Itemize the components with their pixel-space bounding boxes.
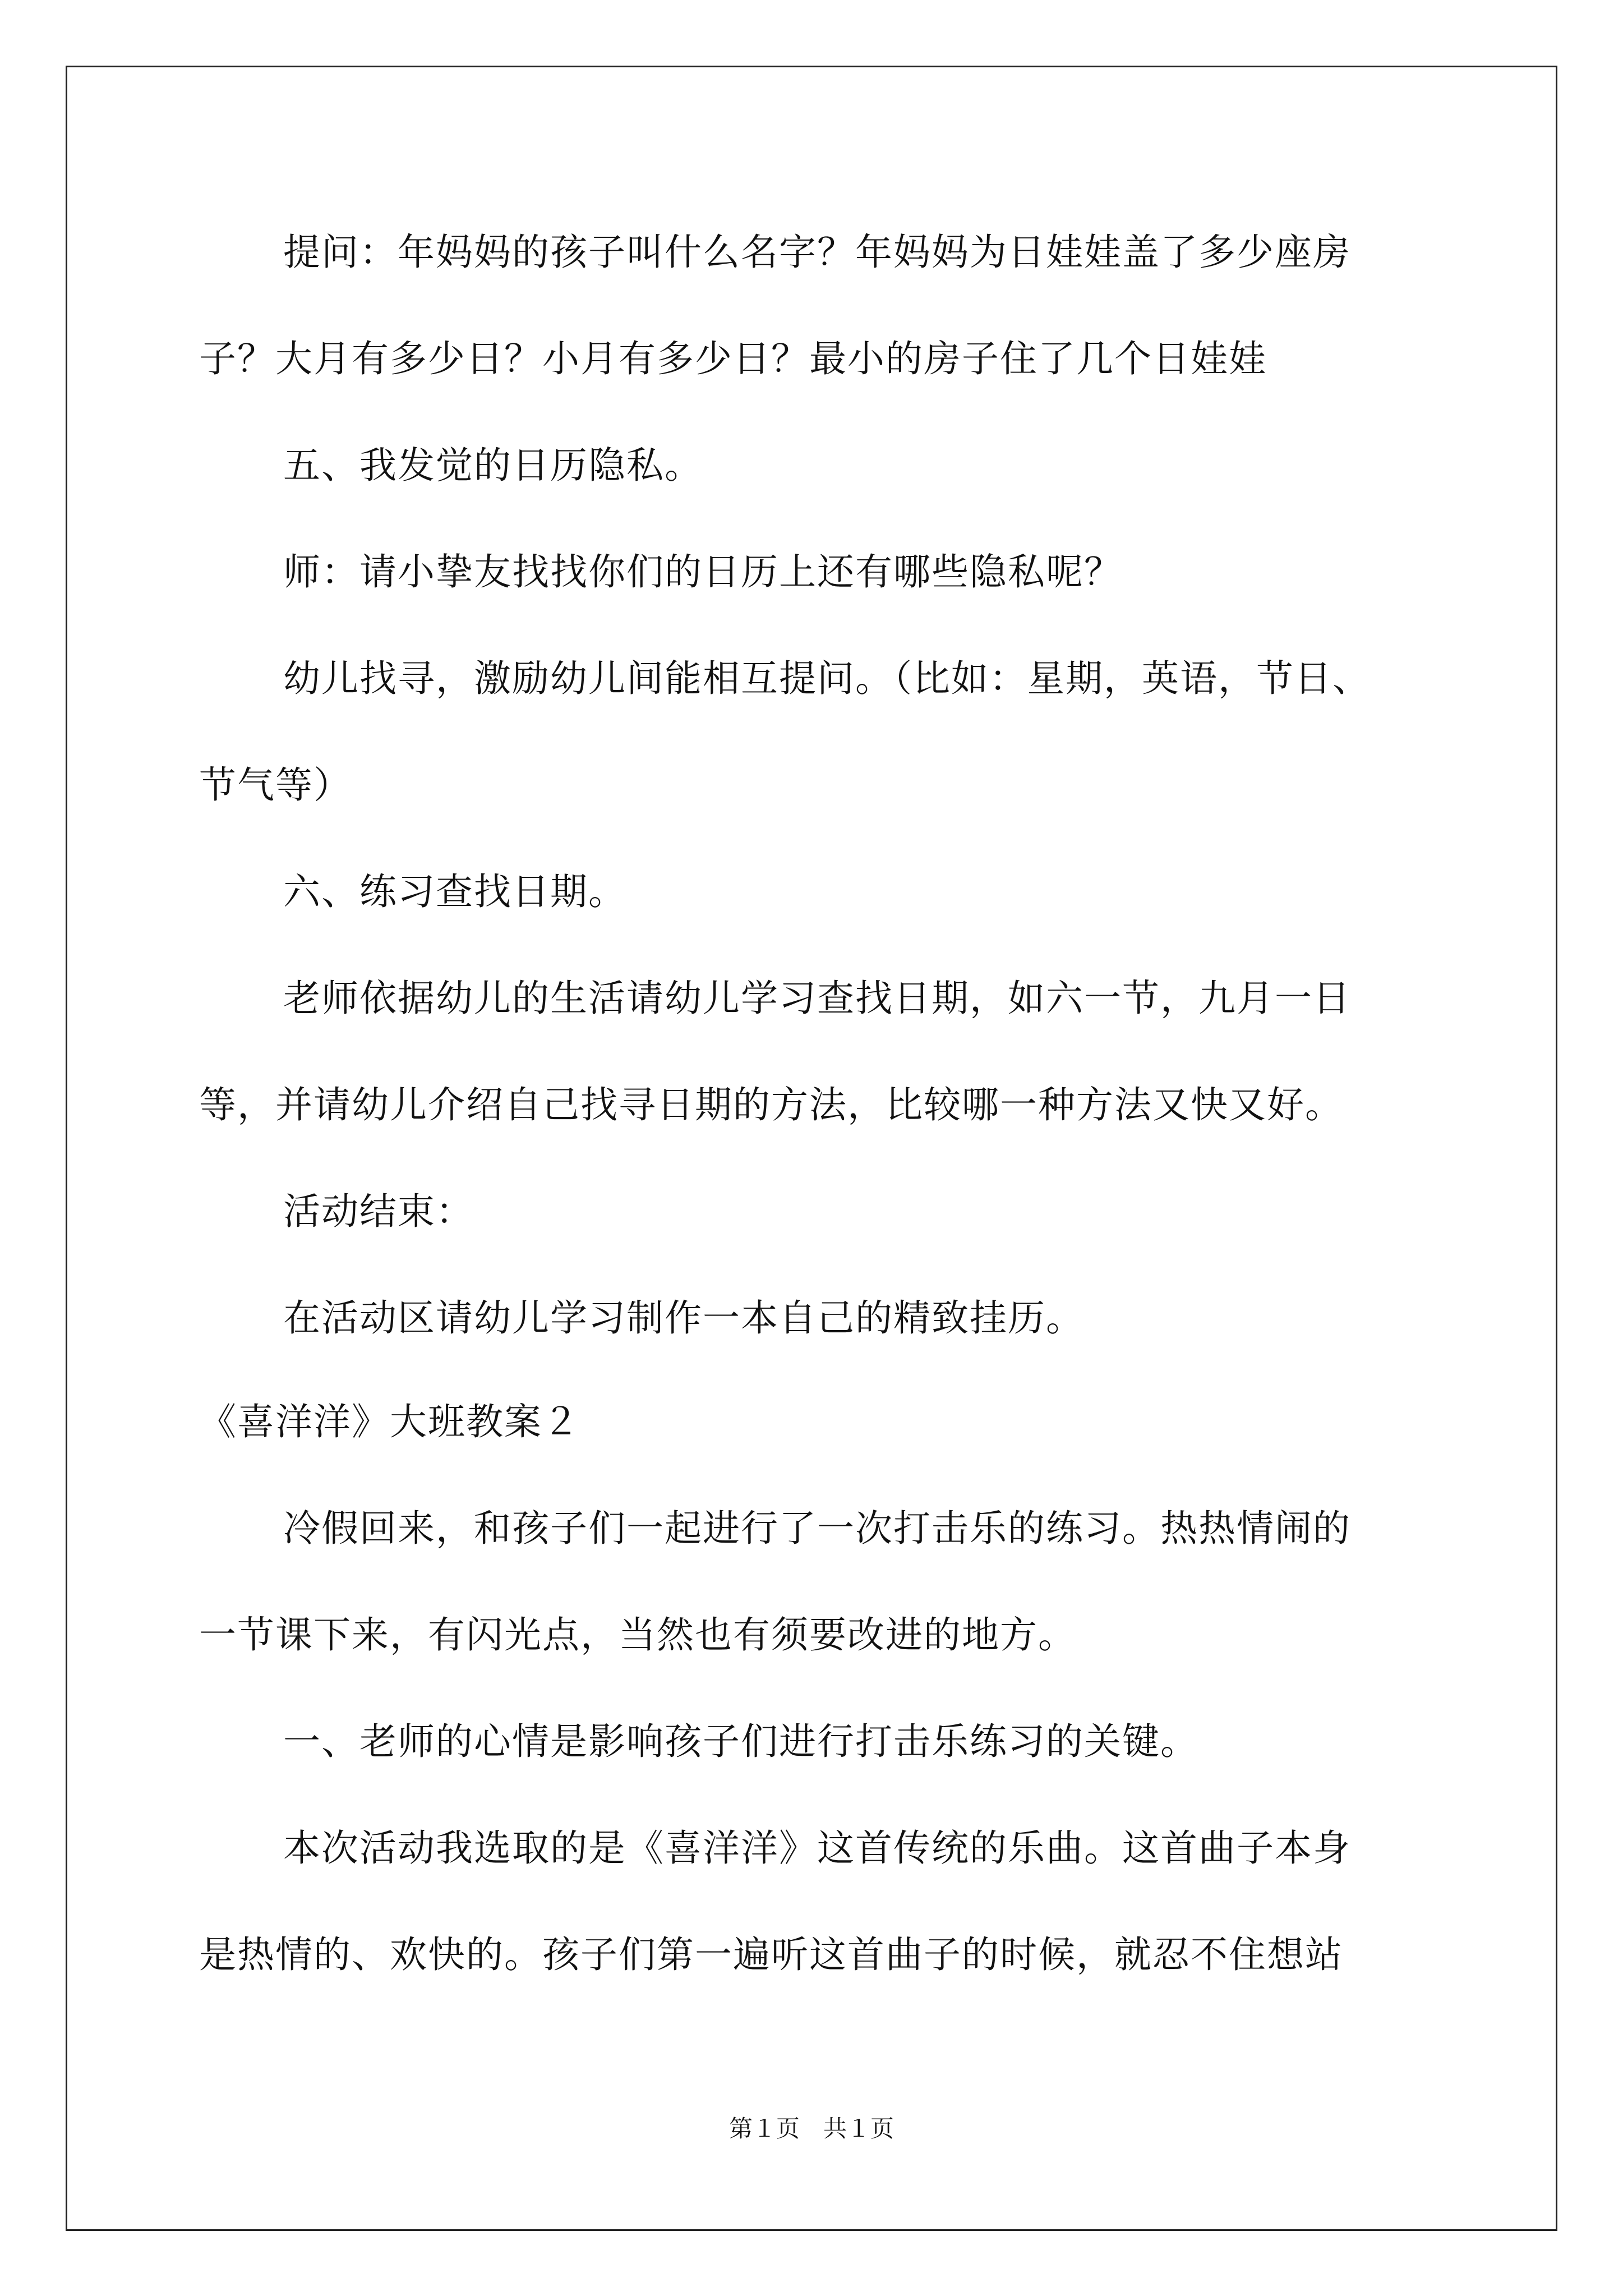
page-footer: 第１页 共１页	[728, 2115, 894, 2142]
text-line-4: 师：请小挚友找找你们的日历上还有哪些隐私呢？	[283, 550, 1122, 593]
section-heading-1: 一、老师的心情是影响孩子们进行打击乐练习的关键。	[283, 1720, 1198, 1763]
text-line-2: 子？大月有多少日？小月有多少日？最小的房子住了几个日娃娃	[199, 337, 1267, 380]
text-line-9: 等，并请幼儿介绍自己找寻日期的方法，比较哪一种方法又快又好。	[199, 1083, 1343, 1126]
page-border	[66, 66, 1557, 2231]
section-heading-6: 六、练习查找日期。	[283, 870, 626, 913]
text-line-17: 是热情的、欢快的。孩子们第一遍听这首曲子的时候，就忍不住想站	[199, 1933, 1343, 1976]
text-line-6: 节气等）	[199, 763, 352, 807]
text-line-11: 在活动区请幼儿学习制作一本自己的精致挂历。	[283, 1296, 1084, 1340]
text-line-16: 本次活动我选取的是《喜洋洋》这首传统的乐曲。这首曲子本身	[283, 1826, 1351, 1870]
text-line-14: 一节课下来，有闪光点，当然也有须要改进的地方。	[199, 1613, 1076, 1657]
text-line-13: 冷假回来，和孩子们一起进行了一次打击乐的练习。热热情闹的	[283, 1507, 1351, 1550]
text-line-1: 提问：年妈妈的孩子叫什么名字？年妈妈为日娃娃盖了多少座房	[283, 231, 1351, 274]
text-line-8: 老师依据幼儿的生活请幼儿学习查找日期，如六一节，九月一日	[283, 977, 1351, 1020]
lesson-title: 《喜洋洋》大班教案２	[199, 1400, 580, 1443]
text-line-10: 活动结束：	[283, 1190, 474, 1233]
text-line-5: 幼儿找寻，激励幼儿间能相互提问。（比如：星期，英语，节日、	[283, 657, 1371, 700]
section-heading-5: 五、我发觉的日历隐私。	[283, 444, 703, 487]
